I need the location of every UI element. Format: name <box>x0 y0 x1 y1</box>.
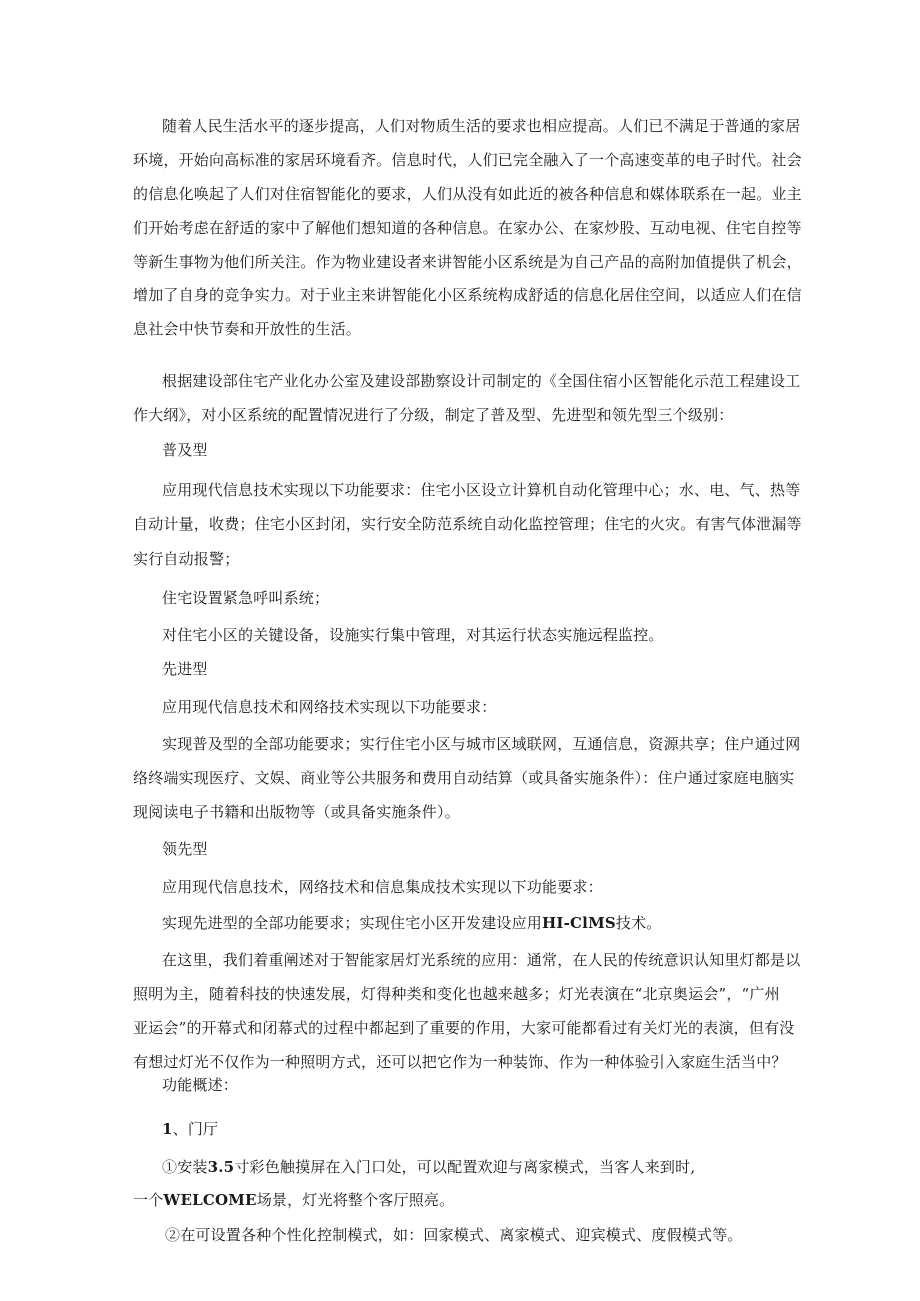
paragraph-line: 对住宅小区的关键设备，设施实行集中管理，对其运行状态实施远程监控。 <box>162 626 664 644</box>
paragraph-line: 照明为主，随着科技的快速发展，灯得种类和变化也越来越多；灯光表演在“北京奥运会”，“广州 <box>133 985 780 1003</box>
paragraph-line: 环境，开始向高标准的家居环境看齐。信息时代，人们已完全融入了一个高速变革的电子时代。社会 <box>133 151 802 169</box>
paragraph-line: 息社会中快节奏和开放性的生活。 <box>133 320 362 338</box>
paragraph-line: 们开始考虑在舒适的家中了解他们想知道的各种信息。在家办公、在家炒股、互动电视、住宅自控等 <box>133 219 802 237</box>
paragraph-line: 络终端实现医疗、文娱、商业等公共服务和费用自动结算（或具备实施条件）：住户通过家庭电脑实 <box>133 769 795 787</box>
paragraph-line-mixed <box>162 913 662 933</box>
section-heading-basic: 普及型 <box>162 441 208 459</box>
text-run: 一个 <box>133 1191 164 1209</box>
section-heading-overview: 功能概述： <box>162 1076 239 1094</box>
text-run: ①安装 <box>162 1158 208 1176</box>
paragraph-line: 的信息化唤起了人们对住宿智能化的要求，人们从没有如此近的被各种信息和媒体联系在一起。业主 <box>133 185 802 203</box>
text-run: 寸彩色触摸屏在入门口处，可以配置欢迎与离家模式，当客人来到时, <box>234 1158 696 1176</box>
subsection-heading-hall <box>162 1119 218 1139</box>
list-item-continuation <box>133 1190 454 1210</box>
text-run: 技术。 <box>615 914 662 932</box>
paragraph-line: 等新生事物为他们所关注。作为物业建设者来讲智能小区系统是为自己产品的高附加值提供了机会， <box>133 253 802 271</box>
paragraph-line: 亚运会”的开幕式和闭幕式的过程中都起到了重要的作用，大家可能都看过有关灯光的表演，但有没 <box>133 1019 795 1037</box>
bold-term: 3.5 <box>207 1158 235 1176</box>
paragraph-line: 实现普及型的全部功能要求；实行住宅小区与城市区域联网，互通信息，资源共享；住户通过网 <box>162 735 801 753</box>
paragraph-line: 自动计量，收费；住宅小区封闭，实行安全防范系统自动化监控管理；住宅的火灾。有害气体泄漏等 <box>133 515 802 533</box>
text-run: 实现先进型的全部功能要求；实现住宅小区开发建设应用 <box>162 914 543 932</box>
paragraph-line: 在这里，我们着重阐述对于智能家居灯光系统的应用：通常，在人民的传统意识认知里灯都是以 <box>162 951 801 969</box>
paragraph-line: 作大纲》，对小区系统的配置情况进行了分级，制定了普及型、先进型和领先型三个级别： <box>133 406 734 424</box>
paragraph-line: 应用现代信息技术和网络技术实现以下功能要求： <box>162 698 497 716</box>
paragraph-line: 应用现代信息技术实现以下功能要求：住宅小区设立计算机自动化管理中心；水、电、气、热等 <box>162 481 801 499</box>
section-heading-leading: 领先型 <box>162 840 208 858</box>
bold-term: HI-ClMS <box>542 914 616 932</box>
paragraph-line: 现阅读电子书籍和出版物等（或具备实施条件）。 <box>133 803 460 821</box>
bold-term: WELCOME <box>163 1191 257 1209</box>
list-item: ②在可设置各种个性化控制模式，如：回家模式、离家模式、迎宾模式、度假模式等。 <box>165 1226 743 1244</box>
list-item <box>162 1157 695 1177</box>
heading-text: 、门厅 <box>172 1120 219 1138</box>
paragraph-line: 增加了自身的竞争实力。对于业主来讲智能化小区系统构成舒适的信息化居住空间，以适应人们在信 <box>133 286 802 304</box>
paragraph-line: 有想过灯光不仅作为一种照明方式，还可以把它作为一种装饰、作为一种体验引入家庭生活当中？ <box>133 1053 787 1071</box>
paragraph-line: 实行自动报警； <box>133 550 240 568</box>
section-heading-advanced: 先进型 <box>162 660 208 678</box>
paragraph-line: 住宅设置紧急呼叫系统； <box>162 589 330 607</box>
text-run: 场景，灯光将整个客厅照亮。 <box>256 1191 455 1209</box>
paragraph-line: 随着人民生活水平的逐步提高，人们对物质生活的要求也相应提高。人们已不满足于普通的家居 <box>162 117 801 135</box>
paragraph-line: 应用现代信息技术，网络技术和信息集成技术实现以下功能要求： <box>162 878 603 896</box>
heading-number: 1 <box>162 1120 173 1138</box>
paragraph-line: 根据建设部住宅产业化办公室及建设部勘察设计司制定的《全国住宿小区智能化示范工程建设工 <box>162 372 801 390</box>
